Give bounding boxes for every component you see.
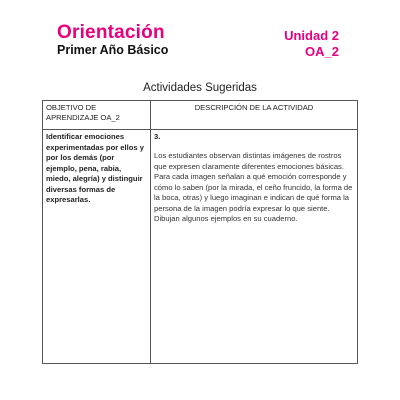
activity-description: Los estudiantes observan distintas imágenes de rostros que expresen claramente diferentes emociones básicas. Para cada imagen señalan a qué emoción corresponde y cómo lo saben (por la mirada, el ceño fruncido, la forma de la boca, otras) y luego imaginan e indican de qué forma la persona de la imagen podría expresar lo que siente. Dibujan algunos ejemplos en su cuaderno. xyxy=(154,151,353,223)
objective-column-header: OBJETIVO DE APRENDIZAJE OA_2 xyxy=(43,101,151,130)
description-cell xyxy=(151,130,358,364)
unit-label: Unidad 2 xyxy=(284,28,339,43)
section-title: Actividades Sugeridas xyxy=(143,82,257,94)
table-row xyxy=(43,130,358,364)
objective-text: Identificar emociones experimentadas por ellos y por los demás (por ejemplo, pena, rabia, miedo, alegría) y distinguir diversas formas de expresarlas. xyxy=(46,132,144,204)
subject-title: Orientación xyxy=(57,22,165,43)
objective-cell xyxy=(43,130,151,364)
table-header-row xyxy=(43,101,358,130)
grade-level: Primer Año Básico xyxy=(57,43,169,57)
activity-number: 3. xyxy=(154,132,161,141)
objective-code: OA_2 xyxy=(305,44,339,59)
activities-table xyxy=(42,100,358,364)
description-column-header: DESCRIPCIÓN DE LA ACTIVIDAD xyxy=(151,101,358,130)
